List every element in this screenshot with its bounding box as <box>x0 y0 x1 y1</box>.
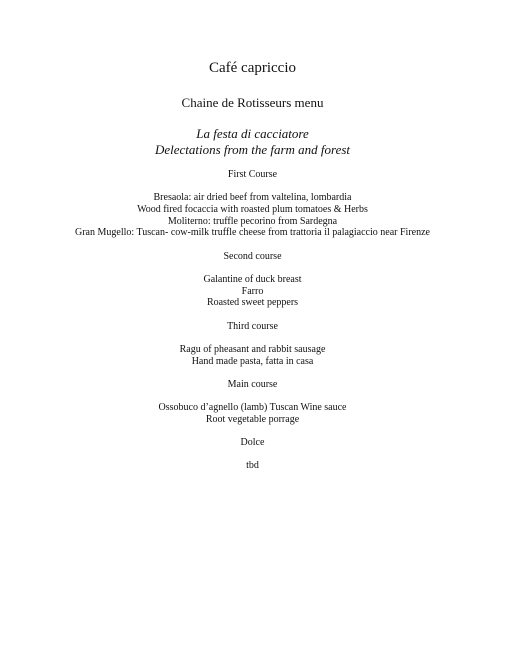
course-item: Gran Mugello: Tuscan- cow-milk truffle cheese from trattoria il palagiaccio near Firenze <box>75 227 430 238</box>
course-item: Root vegetable porrage <box>205 414 300 425</box>
course-item: Hand made pasta, fatta in casa <box>191 356 314 367</box>
course-item: Roasted sweet peppers <box>206 297 299 308</box>
course-item: Moliterno: truffle pecorino from Sardegna <box>167 216 338 227</box>
theme-line-2: Delectations from the farm and forest <box>154 142 351 157</box>
course-item: Ragu of pheasant and rabbit sausage <box>179 344 326 355</box>
course-heading-dolce: Dolce <box>240 437 265 448</box>
course-item: Galantine of duck breast <box>203 274 302 285</box>
course-item: Bresaola: air dried beef from valtelina, lombardia <box>153 192 352 203</box>
restaurant-title: Café capriccio <box>208 60 297 76</box>
course-heading-third: Third course <box>227 321 278 332</box>
theme-line-1: La festa di cacciatore <box>196 126 309 141</box>
course-heading-second: Second course <box>223 251 282 262</box>
menu-name: Chaine de Rotisseurs menu <box>181 95 324 110</box>
course-item: Wood fired focaccia with roasted plum tomatoes & Herbs <box>137 204 368 215</box>
course-item: Farro <box>241 286 264 297</box>
course-item: tbd <box>246 460 259 471</box>
course-heading-first: First Course <box>227 169 278 180</box>
course-item: Ossobuco d’agnello (lamb) Tuscan Wine sauce <box>158 402 347 413</box>
course-heading-main: Main course <box>227 379 278 390</box>
